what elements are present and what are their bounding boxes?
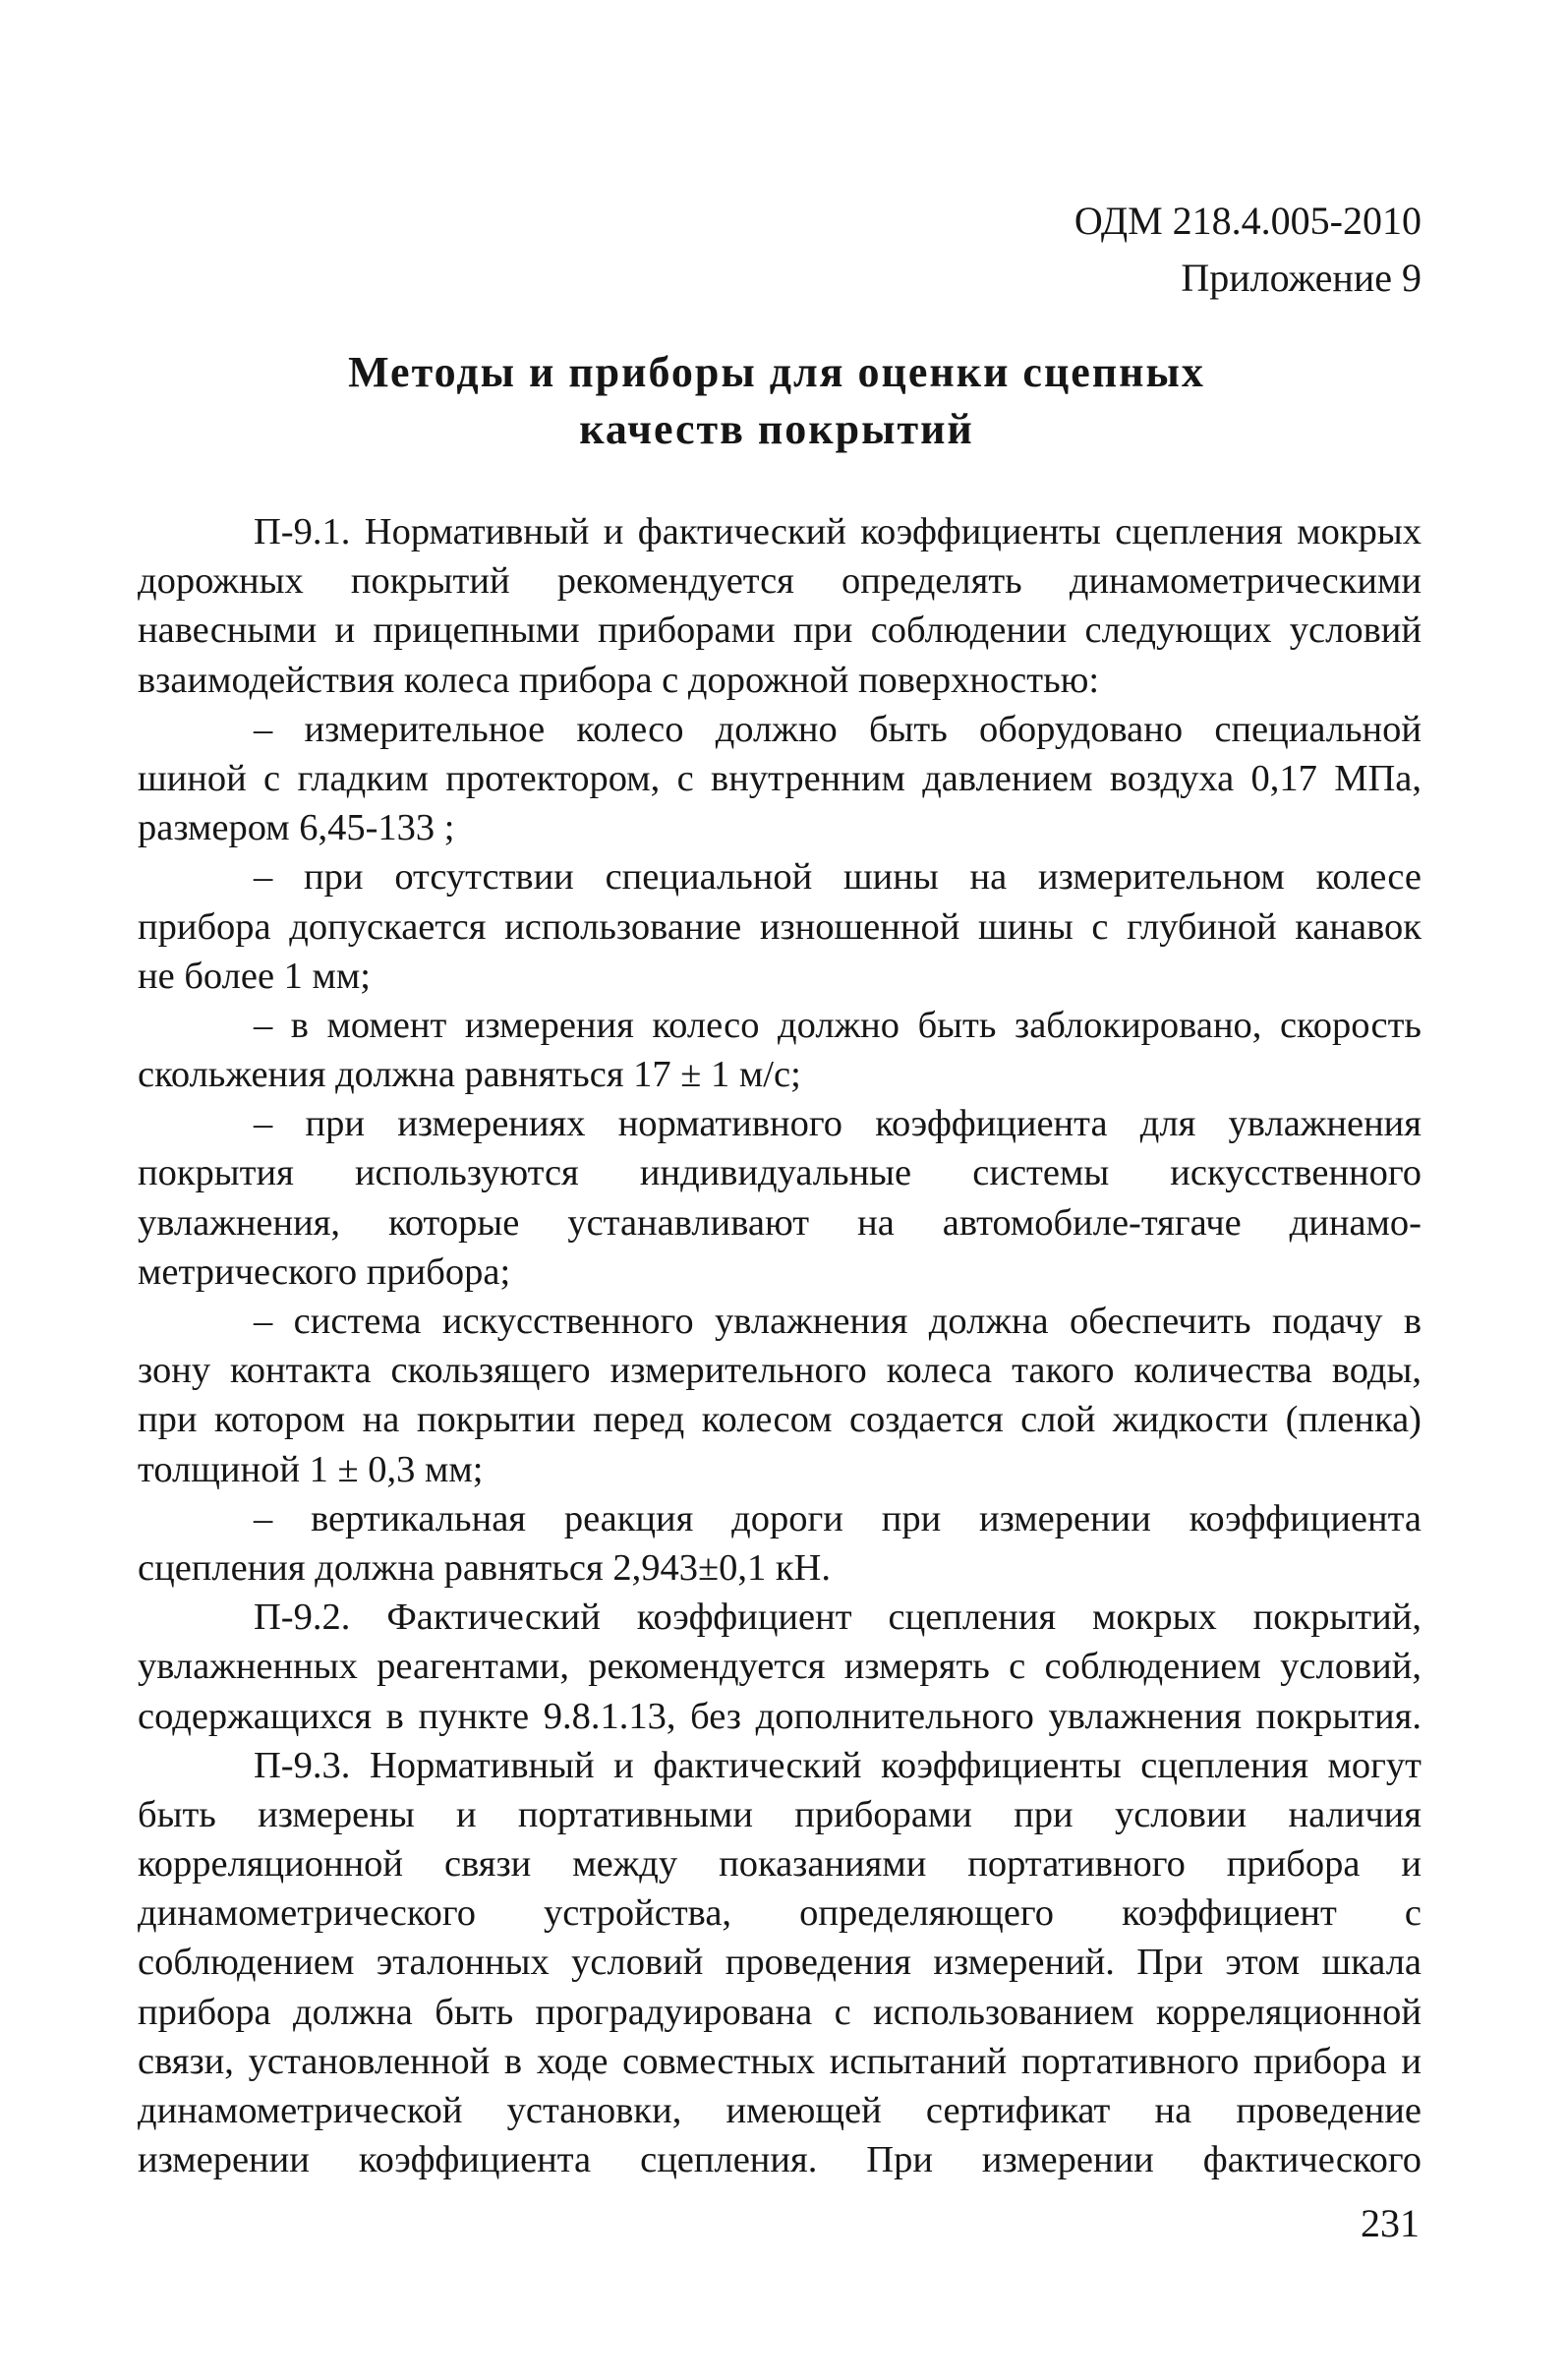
text-line: не более 1 мм; <box>138 955 371 997</box>
text-line: П-9.2. Фактический коэффициент сцепления мокрых покрытий, <box>254 1596 1422 1639</box>
text-line: толщиной 1 ± 0,3 мм; <box>138 1448 484 1490</box>
text-line: дорожных покрытий рекомендуется определять динамометрическими <box>138 560 1422 603</box>
text-line: взаимодействия колеса прибора с дорожной поверхностью: <box>138 659 1100 701</box>
text-line: метрического прибора; <box>138 1250 511 1293</box>
text-line: сцепления должна равняться 2,943±0,1 кН. <box>138 1546 831 1589</box>
text-line: динамометрического устройства, определяющего коэффициент с <box>138 1892 1422 1935</box>
text-line: П-9.3. Нормативный и фактический коэффициенты сцепления могут <box>254 1744 1422 1786</box>
page-number: 231 <box>1361 2201 1420 2245</box>
text-line: размером 6,45-133 ; <box>138 807 455 849</box>
document-code: ОДМ 218.4.005-2010 <box>1074 199 1422 243</box>
text-line: динамометрической установки, имеющей сертификат на проведение <box>138 2090 1422 2131</box>
text-line: шиной с гладким протектором, с внутренним давлением воздуха 0,17 МПа, <box>138 757 1422 799</box>
text-line: – при отсутствии специальной шины на измерительном колесе <box>254 856 1422 899</box>
text-line: при котором на покрытии перед колесом создается слой жидкости (пленка) <box>138 1399 1422 1441</box>
text-line: зону контакта скользящего измерительного колеса такого количества воды, <box>138 1350 1422 1392</box>
text-line: прибора допускается использование изношенной шины с глубиной канавок <box>138 905 1422 948</box>
text-line: – измерительное колесо должно быть оборудовано специальной <box>254 708 1422 750</box>
text-line: – в момент измерения колесо должно быть заблокировано, скорость <box>254 1004 1422 1046</box>
text-line: увлажнения, которые устанавливают на автомобиле-тягаче динамо- <box>138 1201 1422 1244</box>
text-line: прибора должна быть проградуирована с использованием корреляционной <box>138 1991 1422 2033</box>
text-line: покрытия используются индивидуальные системы искусственного <box>138 1152 1422 1194</box>
text-line: связи, установленной в ходе совместных испытаний портативного прибора и <box>138 2040 1422 2082</box>
text-line: увлажненных реагентами, рекомендуется измерять с соблюдением условий, <box>138 1646 1422 1688</box>
text-line: содержащихся в пункте 9.8.1.13, без дополнительного увлажнения покрытия. <box>138 1695 1422 1737</box>
appendix-label: Приложение 9 <box>1181 256 1422 300</box>
page-header <box>1074 193 1422 307</box>
body-text <box>138 507 1422 2184</box>
text-line: П-9.1. Нормативный и фактический коэффициенты сцепления мокрых <box>254 511 1422 552</box>
section-title <box>285 344 1268 458</box>
text-line: быть измерены и портативными приборами при условии наличия <box>138 1793 1422 1835</box>
text-line: – при измерениях нормативного коэффициента для увлажнения <box>254 1103 1422 1145</box>
text-line: корреляционной связи между показаниями портативного прибора и <box>138 1843 1422 1886</box>
text-line: скольжения должна равняться 17 ± 1 м/с; <box>138 1054 801 1096</box>
text-line: – система искусственного увлажнения должна обеспечить подачу в <box>254 1301 1422 1342</box>
text-line: измерении коэффициента сцепления. При измерении фактического <box>138 2139 1422 2181</box>
text-line: соблюдением эталонных условий проведения измерений. При этом шкала <box>138 1942 1422 1984</box>
text-line: – вертикальная реакция дороги при измерении коэффициента <box>254 1497 1422 1539</box>
title-line-2: качеств покрытий <box>579 405 974 453</box>
title-line-1: Методы и приборы для оценки сцепных <box>348 348 1205 396</box>
text-line: навесными и прицепными приборами при соблюдении следующих условий <box>138 610 1422 652</box>
